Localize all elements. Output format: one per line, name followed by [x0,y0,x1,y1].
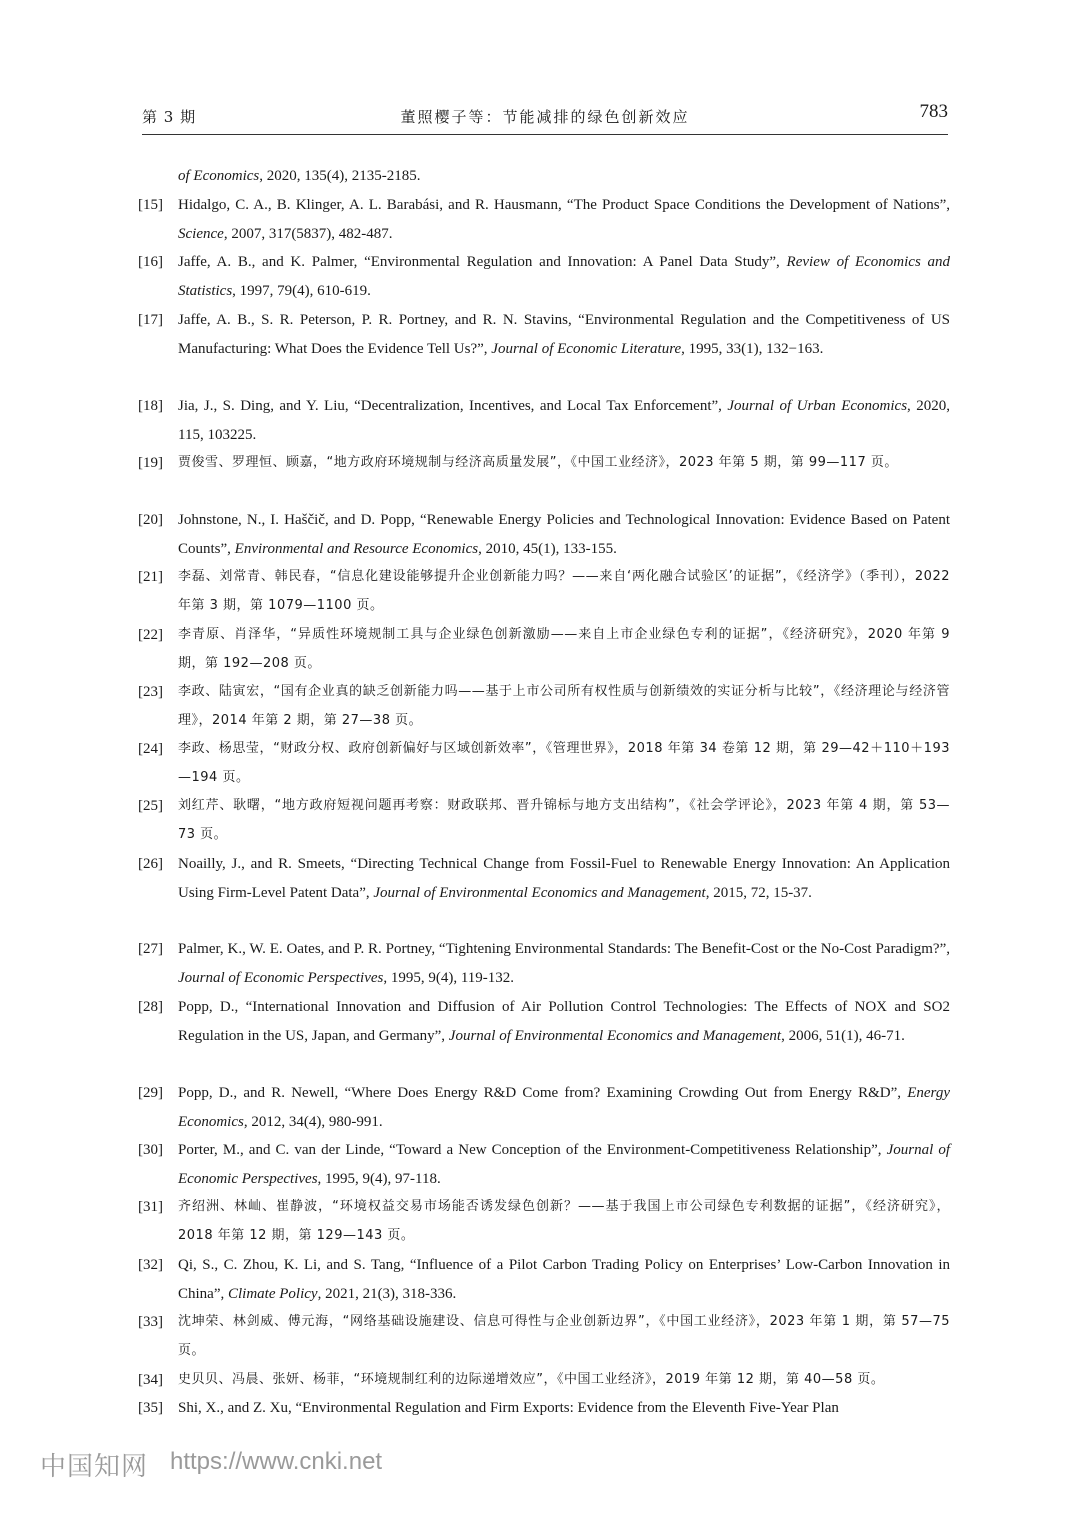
reference-segment: , 1997, 79(4), 610-619. [232,282,371,299]
reference-entry [138,993,950,1050]
reference-entry [138,1193,950,1250]
reference-number: [23] [138,684,163,700]
reference-segment: 齐绍洲、林屾、崔静波，“环境权益交易市场能否诱发绿色创新？——基于我国上市公司绿色专利数据的证据”，《经济研究》，2018 年第 12 期，第 129—143 页。 [178,1199,950,1243]
running-header [142,101,948,135]
reference-number: [20] [138,512,163,528]
reference-source-title: Climate Policy [228,1285,318,1302]
reference-segment: , 2020, 135(4), 2135-2185. [259,168,421,184]
reference-source-title: of Economics [178,168,260,184]
reference-segment: , 2012, 34(4), 980-991. [243,1113,383,1130]
reference-text [178,1308,950,1365]
running-title: 董照樱子等：节能减排的绿色创新效应 [400,108,690,126]
reference-text [178,1366,950,1395]
reference-segment: , 1995, 9(4), 97-118. [317,1170,441,1187]
reference-text [178,735,950,792]
reference-text [178,506,950,563]
reference-entry [138,1251,950,1308]
reference-source-title: Journal of Economic Literature [491,340,682,357]
reference-text [178,792,950,849]
reference-entry [138,735,950,792]
reference-number: [18] [138,398,163,414]
reference-segment: Qi, S., C. Zhou, K. Li, and S. Tang, “Influence of a Pilot Carbon Trading Policy on Enterprises’ Low-Carbon Innovation in China”, [178,1257,950,1302]
reference-segment: , 1995, 33(1), 132−163. [681,340,824,357]
reference-number: [35] [138,1400,163,1416]
reference-text [178,162,950,191]
cnki-url: https://www.cnki.net [170,1448,383,1475]
reference-entry [138,1394,950,1423]
reference-text [178,678,950,735]
reference-text [178,191,950,248]
reference-segment: Jaffe, A. B., and K. Palmer, “Environmental Regulation and Innovation: A Panel Data Study”, [178,254,787,270]
reference-entry [138,621,950,678]
reference-segment: 李青原、肖泽华，“异质性环境规制工具与企业绿色创新激励——来自上市企业绿色专利的证据”，《经济研究》，2020 年第 9 期，第 192—208 页。 [178,627,950,671]
reference-segment: 李磊、刘常青、韩民春，“信息化建设能够提升企业创新能力吗？——来自‘两化融合试验区’的证据”，《经济学》（季刊），2022 年第 3 期，第 1079—1100 页。 [178,569,950,613]
reference-entry [138,392,950,449]
reference-segment: , 2021, 21(3), 318-336. [317,1285,457,1302]
reference-source-title: Energy Economics [178,1085,950,1130]
reference-number: [27] [138,941,163,957]
reference-segment: 沈坤荣、林剑威、傅元海，“网络基础设施建设、信息可得性与企业创新边界”，《中国工业经济》，2023 年第 1 期，第 57—75 页。 [178,1314,950,1358]
reference-entry [138,563,950,620]
reference-text [178,563,950,620]
reference-number: [29] [138,1085,163,1101]
reference-number: [22] [138,627,163,643]
reference-entry [138,191,950,248]
reference-segment: Shi, X., and Z. Xu, “Environmental Regulation and Firm Exports: Evidence from the Eleventh Five-Year Plan [178,1400,839,1416]
reference-segment: Hidalgo, C. A., B. Klinger, A. L. Barabási, and R. Hausmann, “The Product Space Conditions the Development of Nations”, [178,197,950,213]
reference-number: [15] [138,197,163,213]
reference-number: [25] [138,798,163,814]
reference-entry [138,678,950,735]
reference-entry [138,449,950,478]
reference-source-title: Journal of Environmental Economics and Management [373,884,706,901]
reference-number: [16] [138,254,163,270]
reference-number: [28] [138,999,163,1015]
reference-text [178,392,950,449]
reference-segment: Noailly, J., and R. Smeets, “Directing Technical Change from Fossil-Fuel to Renewable Energy Innovation: An Application Using Firm-Level Patent Data”, [178,856,950,901]
reference-number: [34] [138,1372,163,1388]
reference-entry [138,1136,950,1193]
reference-segment: 贾俊雪、罗理恒、顾嘉，“地方政府环境规制与经济高质量发展”，《中国工业经济》，2023 年第 5 期，第 99—117 页。 [178,455,898,470]
reference-entry [138,506,950,563]
reference-segment: Jaffe, A. B., S. R. Peterson, P. R. Portney, and R. N. Stavins, “Environmental Regulation and the Competitiveness of US Manufacturing: What Does the Evidence Tell Us?”, [178,312,950,357]
reference-text [178,248,950,305]
reference-entry [138,162,950,191]
reference-source-title: Journal of Economic Perspectives [178,1142,950,1187]
reference-entry [138,935,950,992]
page-number: 783 [919,101,948,122]
reference-number: [33] [138,1314,163,1330]
reference-entry [138,1366,950,1395]
reference-number: [26] [138,856,163,872]
reference-source-title: Review of Economics and Statistics [178,254,951,299]
reference-segment: 李政、陆寅宏，“国有企业真的缺乏创新能力吗——基于上市公司所有权性质与创新绩效的实证分析与比较”，《经济理论与经济管理》，2014 年第 2 期，第 27—38 页。 [178,684,950,728]
reference-number: [21] [138,569,163,585]
reference-text [178,1394,950,1423]
reference-segment: Palmer, K., W. E. Oates, and P. R. Portney, “Tightening Environmental Standards: The Benefit-Cost or the No-Cost Paradigm?”, [178,941,950,957]
reference-segment: , 2006, 51(1), 46-71. [781,1027,905,1044]
reference-segment: 李政、杨思莹，“财政分权、政府创新偏好与区域创新效率”，《管理世界》，2018 年第 34 卷第 12 期，第 29—42＋110＋193—194 页。 [178,741,950,785]
reference-segment: Johnstone, N., I. Haščič, and D. Popp, “Renewable Energy Policies and Technological Innovation: Evidence Based on Patent Counts”, [178,512,950,557]
reference-text [178,1193,950,1250]
reference-entry [138,850,950,907]
reference-entry [138,792,950,849]
reference-segment: , 2020, 115, 103225. [178,398,950,443]
reference-segment: Porter, M., and C. van der Linde, “Toward a New Conception of the Environment-Competitiveness Relationship”, [178,1142,887,1158]
reference-source-title: Journal of Economic Perspectives [178,969,384,986]
reference-segment: Popp, D., and R. Newell, “Where Does Energy R&D Come from? Examining Crowding Out from Energy R&D”, [178,1085,908,1101]
reference-text [178,935,950,992]
reference-segment: , 1995, 9(4), 119-132. [383,969,515,986]
reference-source-title: Journal of Environmental Economics and Management [448,1027,782,1044]
reference-text [178,993,950,1050]
reference-text [178,1251,950,1308]
reference-segment: , 2010, 45(1), 133-155. [478,540,617,557]
reference-source-title: Environmental and Resource Economics [234,540,479,557]
reference-text [178,1079,950,1136]
reference-number: [30] [138,1142,163,1158]
reference-number: [32] [138,1257,163,1273]
reference-segment: , 2015, 72, 15-37. [705,884,812,901]
reference-number: [19] [138,455,163,471]
reference-text [178,306,950,363]
reference-segment: Popp, D., “International Innovation and Diffusion of Air Pollution Control Technologies: The Effects of NOX and SO2 Regulation in the US, Japan, and Germany”, [178,999,950,1044]
reference-segment: , 2007, 317(5837), 482-487. [223,225,393,242]
reference-text [178,1136,950,1193]
reference-entry [138,306,950,363]
reference-entry [138,1079,950,1136]
cnki-logo: 中国知网 [40,1452,149,1482]
reference-number: [24] [138,741,163,757]
reference-number: [17] [138,312,163,328]
reference-source-title: Journal of Urban Economics [727,398,908,414]
reference-segment: 史贝贝、冯晨、张妍、杨菲，“环境规制红利的边际递增效应”，《中国工业经济》，2019 年第 12 期，第 40—58 页。 [178,1372,885,1387]
reference-segment: Jia, J., S. Ding, and Y. Liu, “Decentralization, Incentives, and Local Tax Enforcement”, [178,398,728,414]
reference-source-title: Science [178,225,224,242]
reference-entry [138,1308,950,1365]
reference-text [178,850,950,907]
reference-segment: 刘红芹、耿曙，“地方政府短视问题再考察：财政联邦、晋升锦标与地方支出结构”，《社会学评论》，2023 年第 4 期，第 53—73 页。 [178,798,950,842]
reference-text [178,621,950,678]
reference-entry [138,248,950,305]
reference-number: [31] [138,1199,163,1215]
reference-text [178,449,950,478]
issue-label: 第 3 期 [142,108,197,126]
